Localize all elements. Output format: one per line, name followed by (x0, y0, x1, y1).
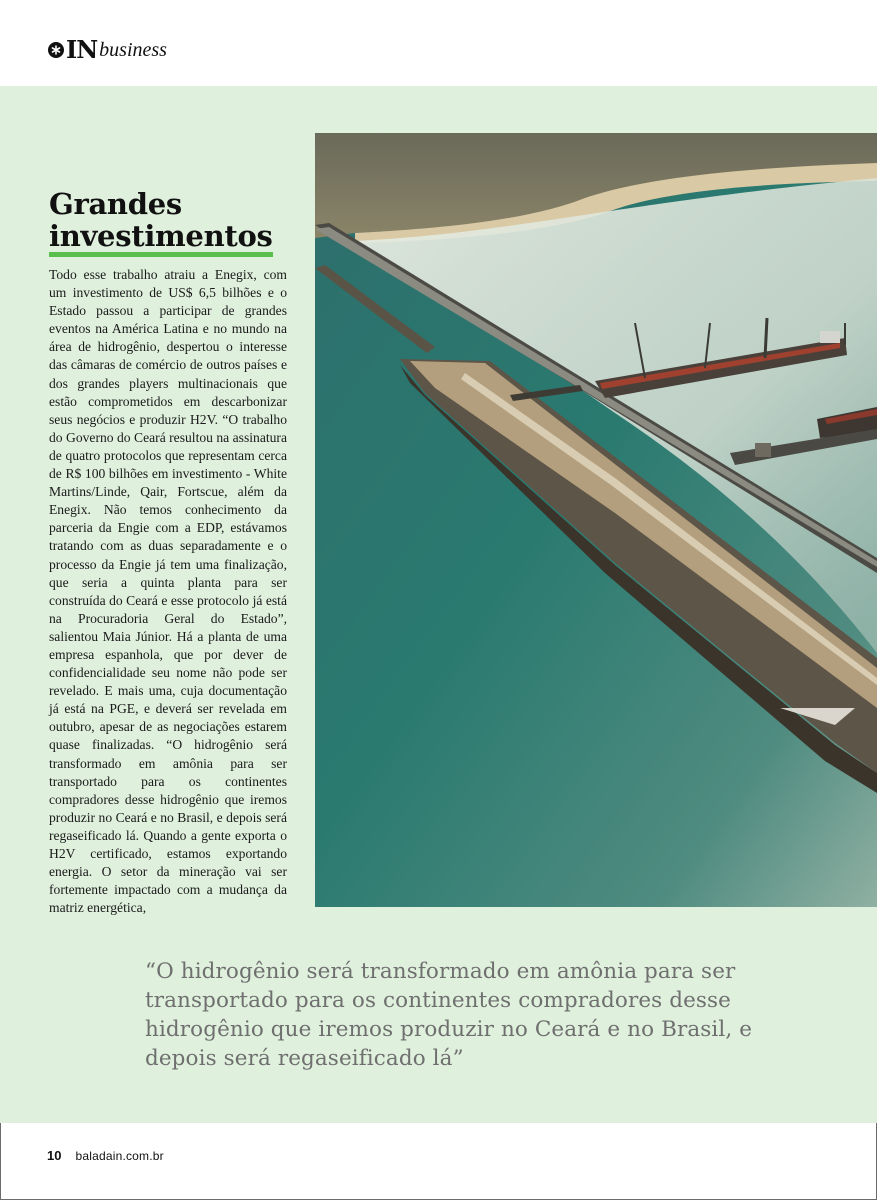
site-url: baladain.com.br (75, 1149, 164, 1163)
page-number: 10 (47, 1148, 62, 1163)
pull-quote: “O hidrogênio será transformado em amônia para ser transportado para os continentes compradores desse hidrogênio que iremos produzir no Ceará e no Brasil, e depois será regaseificado lá” (145, 959, 753, 1071)
article-title (49, 188, 273, 257)
page-footer (47, 1148, 164, 1163)
logo-in-text: IN (66, 35, 98, 64)
magazine-logo (48, 35, 167, 65)
logo-business-text: business (99, 39, 167, 61)
logo-star-icon (48, 42, 64, 58)
title-line-1: Grandes (49, 187, 182, 221)
article-body: Todo esse trabalho atraiu a Enegix, com um investimento de US$ 6,5 bilhões e o Estado passou a participar de grandes eventos na América Latina e no mundo na área de hidrogênio, despertou o interesse das câmaras de comércio de outros países e dos grandes players multinacionais que estão comprometidos em descarbonizar seus negócios e produzir H2V. “O trabalho do Governo do Ceará resultou na assinatura de quatro protocolos que representam cerca de R$ 100 bilhões em investimento - White Martins/Linde, Qair, Fortscue, além da Enegix. Não temos conhecimento da parceria da Engie com a EDP, estávamos tratando com as duas separadamente e o processo da Engie já tem uma finalização, que seria a quinta planta para ser construída do Ceará e esse protocolo já está na Procuradoria Geral do Estado”, salientou Maia Júnior. Há a planta de uma empresa espanhola, que por dever de confidencialidade seu nome não pode ser revelado. E mais uma, cuja documentação já está na PGE, e deverá ser revelada em outubro, apesar de as negociações estarem quase finalizadas. “O hidrogênio será transformado em amônia para ser transportado para os continentes compradores desse hidrogênio que iremos produzir no Ceará e no Brasil, e depois será regaseificado lá. Quando a gente exporta o H2V certificado, estamos exportando energia. O setor da mineração vai ser fortemente impactado com a mudança da matriz energética, (49, 267, 287, 916)
page-header (0, 0, 877, 86)
title-line-2: investimentos (49, 220, 273, 257)
port-aerial-photo (315, 133, 877, 907)
